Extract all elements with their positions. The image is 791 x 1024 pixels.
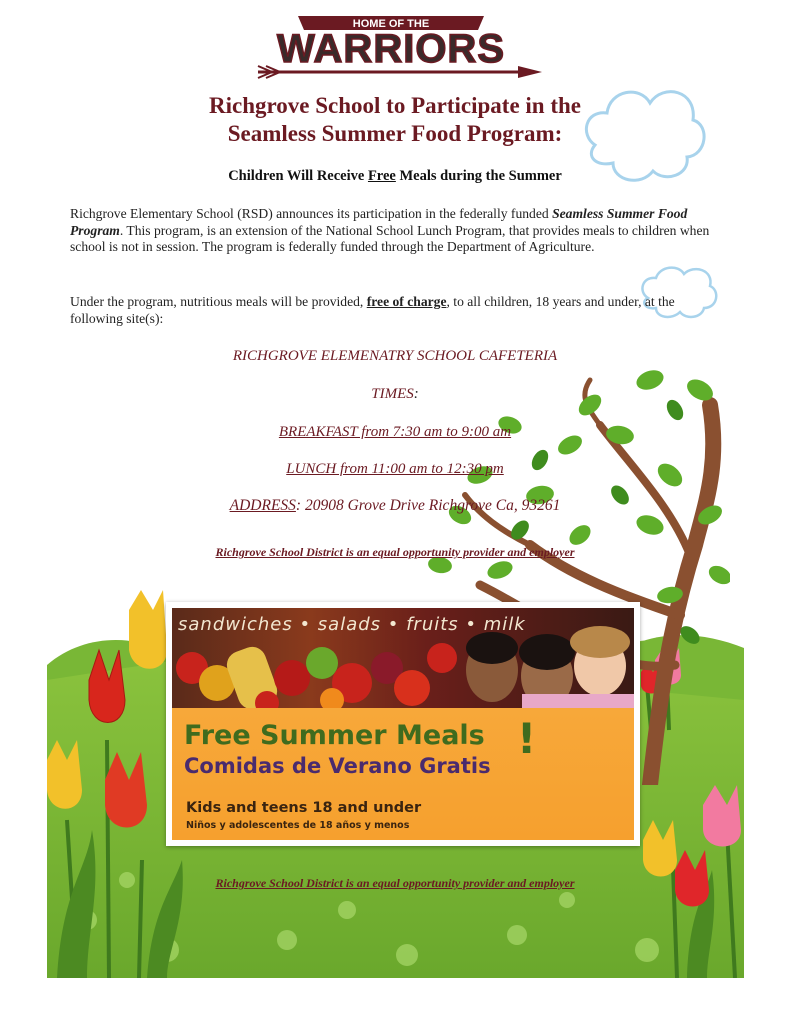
para1-a: Richgrove Elementary School (RSD) announces its participation in the federally funded — [70, 206, 553, 221]
banner-free-meals: Free Summer Meals — [184, 720, 485, 751]
free-of-charge: free of charge — [366, 294, 447, 309]
title-line2: Seamless Summer Food Program: — [227, 121, 563, 146]
free-summer-meals-banner — [166, 602, 640, 846]
times-heading — [60, 386, 730, 403]
banner-exclamation: ! — [517, 714, 537, 763]
banner-food-photo — [172, 608, 634, 708]
intro-paragraph — [70, 206, 720, 256]
logo-line1: HOME OF THE — [352, 18, 430, 30]
subtitle — [95, 168, 695, 185]
equal-opportunity-statement: Richgrove School District is an equal opportunity provider and employer — [215, 545, 575, 559]
address — [60, 497, 730, 515]
lunch-time: LUNCH from 11:00 am to 12:30 pm — [286, 461, 504, 477]
times-label: TIMES — [371, 386, 414, 402]
page-title — [95, 92, 695, 148]
para2-b: , to all children, 18 years and under, at the following site(s): — [70, 294, 675, 326]
banner-comidas: Comidas de Verano Gratis — [184, 754, 491, 778]
banner-kids: Kids and teens 18 and under — [186, 800, 422, 816]
subtitle-emph: Free — [367, 168, 396, 184]
breakfast-time: BREAKFAST from 7:30 am to 9:00 am — [278, 424, 512, 440]
site-name: RICHGROVE ELEMENATRY SCHOOL CAFETERIA — [232, 348, 558, 364]
para2-a: Under the program, nutritious meals will be provided, — [70, 294, 367, 309]
program-name: Seamless Summer Food Program — [70, 206, 688, 238]
subtitle-after: Meals during the Summer — [395, 168, 562, 184]
equal-opportunity-statement-footer: Richgrove School District is an equal opportunity provider and employer — [215, 876, 575, 890]
banner-text-area — [172, 708, 634, 840]
subtitle-before: Children Will Receive — [228, 168, 368, 184]
banner-tags: sandwiches • salads • fruits • milk — [178, 614, 526, 635]
para1-b: . This program, is an extension of the National School Lunch Program, that provides meals to children when school is not in session. The program is federally funded through the Department of Agriculture. — [70, 222, 710, 254]
banner-ninos: Niños y adolescentes de 18 años y menos — [186, 820, 410, 831]
times-colon: : — [413, 386, 419, 402]
program-paragraph — [70, 294, 720, 327]
logo-line2: WARRIORS — [277, 27, 505, 71]
address-value: : 20908 Grove Drive Richgrove Ca, 93261 — [295, 497, 561, 514]
title-line1: Richgrove School to Participate in the — [209, 93, 581, 118]
warriors-logo — [238, 12, 544, 82]
address-label: ADDRESS — [229, 497, 296, 514]
